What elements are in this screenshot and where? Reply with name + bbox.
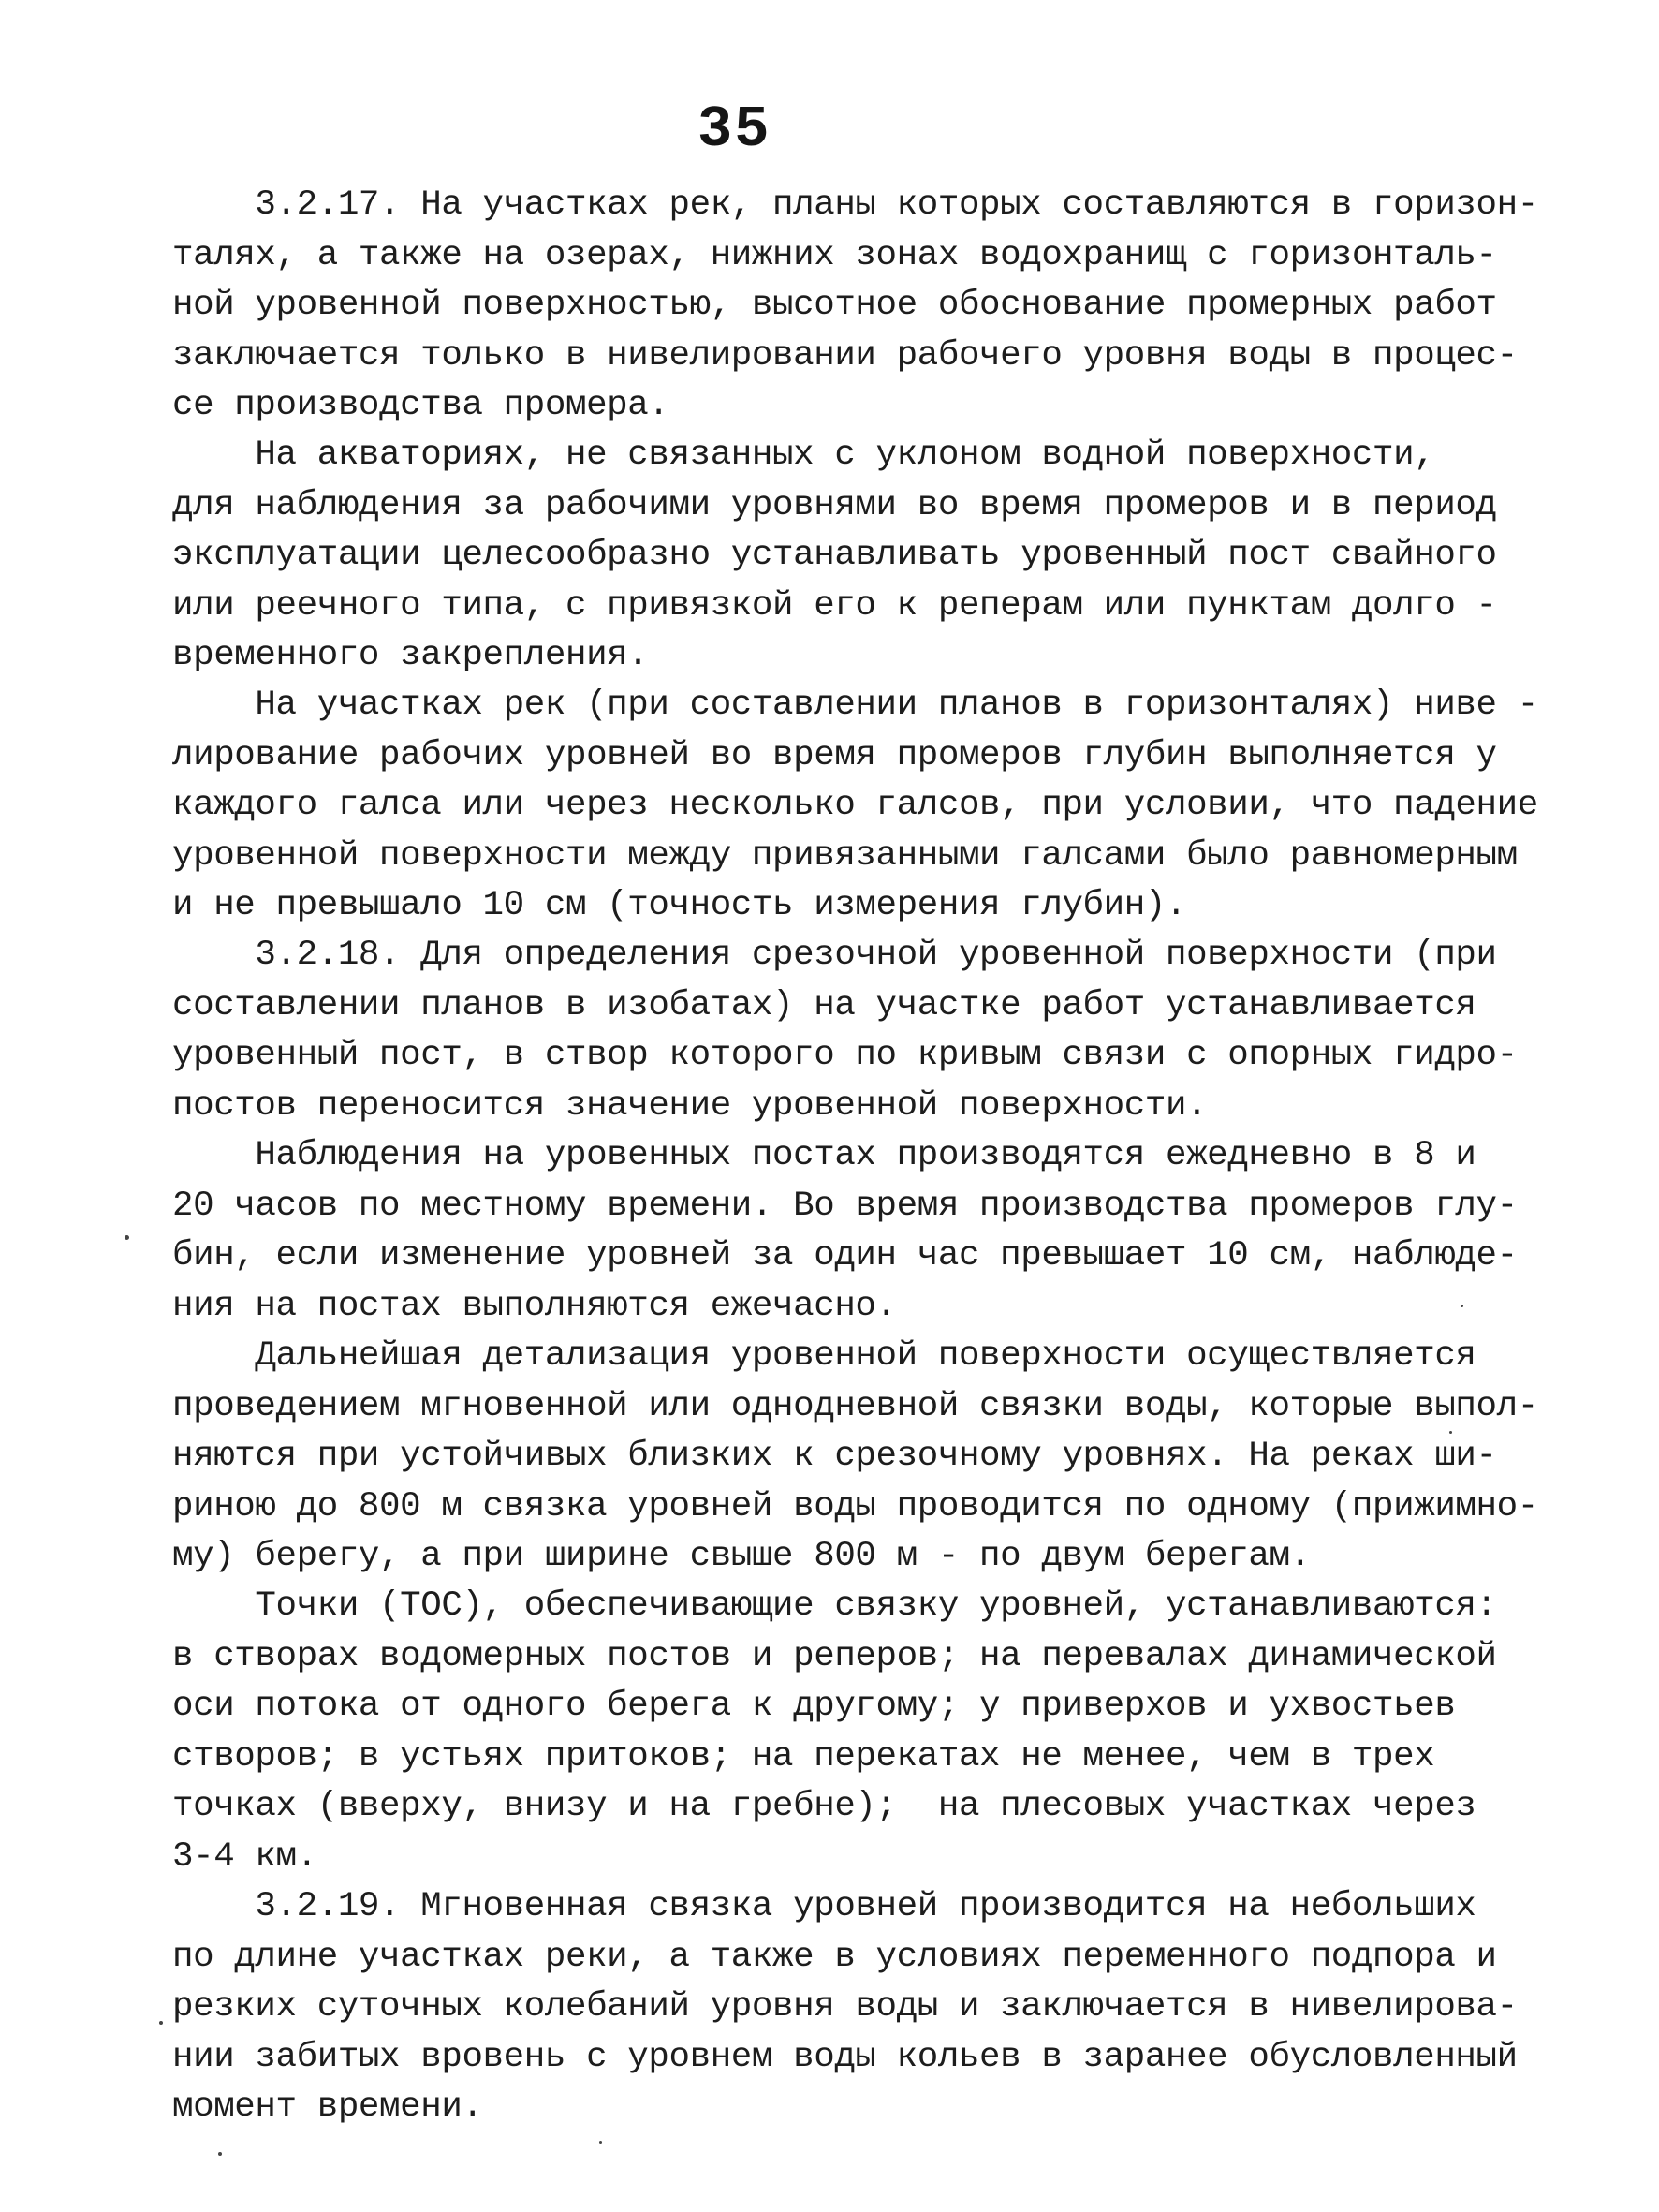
paragraph-3-2-17	[172, 181, 1538, 432]
text-line: в створах водомерных постов и реперов; на перевалах динамической	[172, 1636, 1497, 1676]
text-line: 20 часов по местному времени. Во время производства промеров глу-	[172, 1186, 1518, 1226]
text-line: уровенный пост, в створ которого по кривым связи с опорных гидро-	[172, 1036, 1518, 1075]
text-line: временного закрепления.	[172, 636, 649, 675]
text-line: эксплуатации целесообразно устанавливать уровенный пост свайного	[172, 536, 1497, 575]
text-line: 3.2.18. Для определения срезочной уровенной поверхности (при	[172, 936, 1497, 975]
text-line: На участках рек (при составлении планов в горизонталях) ниве -	[172, 686, 1538, 725]
text-line: постов переносится значение уровенной поверхности.	[172, 1085, 1208, 1126]
paragraph-aquatoria	[172, 431, 1497, 682]
text-line: талях, а также на озерах, нижних зонах водохранищ с горизонталь-	[172, 235, 1497, 275]
text-line: 3-4 км.	[172, 1836, 317, 1877]
text-line: составлении планов в изобатах) на участке работ устанавливается	[172, 985, 1476, 1025]
text-line: каждого галса или через несколько галсов, при условии, что падение	[172, 786, 1538, 825]
paragraph-detalizaciya	[172, 1332, 1538, 1583]
text-line: лирование рабочих уровней во время промеров глубин выполняется у	[172, 735, 1497, 775]
text-line: оси потока от одного берега к другому; у приверхов и ухвостьев	[172, 1687, 1456, 1726]
scan-speck	[599, 2141, 602, 2144]
text-line: момент времени.	[172, 2087, 483, 2127]
text-line: створов; в устьях притоков; на перекатах не менее, чем в трех	[172, 1736, 1435, 1777]
text-line: по длине участках реки, а также в условиях переменного подпора и	[172, 1937, 1497, 1977]
text-line: няются при устойчивых близких к срезочному уровнях. На реках ши-	[172, 1437, 1497, 1476]
text-line: се производства промера.	[172, 386, 669, 425]
text-line: На акваториях, не связанных с уклоном водной поверхности,	[172, 435, 1435, 475]
paragraph-3-2-19	[172, 1882, 1518, 2133]
scan-speck	[218, 2152, 222, 2156]
paragraph-nivelirovanie	[172, 681, 1538, 932]
text-line: нии забитых вровень с уровнем воды кольев в заранее обусловленный	[172, 2037, 1518, 2077]
text-line: и не превышало 10 см (точность измерения глубин).	[172, 886, 1187, 925]
text-line: Дальнейшая детализация уровенной поверхности осуществляется	[172, 1336, 1476, 1376]
scan-speck	[1449, 1431, 1452, 1434]
text-line: точках (вверху, внизу и на гребне); на плесовых участках через	[172, 1787, 1476, 1826]
page-number: 35	[697, 96, 771, 163]
scan-speck	[159, 2021, 163, 2025]
text-line: или реечного типа, с привязкой его к реперам или пунктам долго -	[172, 585, 1497, 626]
text-line: для наблюдения за рабочими уровнями во время промеров и в период	[172, 485, 1497, 525]
text-line: 3.2.17. На участках рек, планы которых составляются в горизон-	[172, 185, 1538, 225]
text-line: ния на постах выполняются ежечасно.	[172, 1286, 897, 1326]
text-line: уровенной поверхности между привязанными галсами было равномерным	[172, 835, 1518, 876]
paragraph-nablyudeniya	[172, 1131, 1518, 1332]
text-line: риною до 800 м связка уровней воды проводится по одному (прижимно-	[172, 1486, 1538, 1526]
text-line: заключается только в нивелировании рабочего уровня воды в процес-	[172, 335, 1518, 376]
text-line: проведением мгновенной или однодневной связки воды, которые выпол-	[172, 1386, 1538, 1426]
text-line: бин, если изменение уровней за один час превышает 10 см, наблюде-	[172, 1236, 1518, 1276]
paragraph-tochki-tos	[172, 1582, 1497, 1882]
paragraph-3-2-18	[172, 931, 1518, 1131]
text-line: резких суточных колебаний уровня воды и заключается в нивелирова-	[172, 1987, 1518, 2027]
scan-speck	[125, 1235, 129, 1240]
text-line: му) берегу, а при ширине свыше 800 м - по двум берегам.	[172, 1537, 1311, 1576]
scan-speck	[1461, 1305, 1463, 1307]
text-line: 3.2.19. Мгновенная связка уровней производится на небольших	[172, 1887, 1476, 1926]
text-line: Точки (ТОС), обеспечивающие связку уровней, устанавливаются:	[172, 1586, 1497, 1626]
text-line: ной уровенной поверхностью, высотное обоснование промерных работ	[172, 286, 1497, 325]
text-line: Наблюдения на уровенных постах производятся ежедневно в 8 и	[172, 1136, 1476, 1175]
